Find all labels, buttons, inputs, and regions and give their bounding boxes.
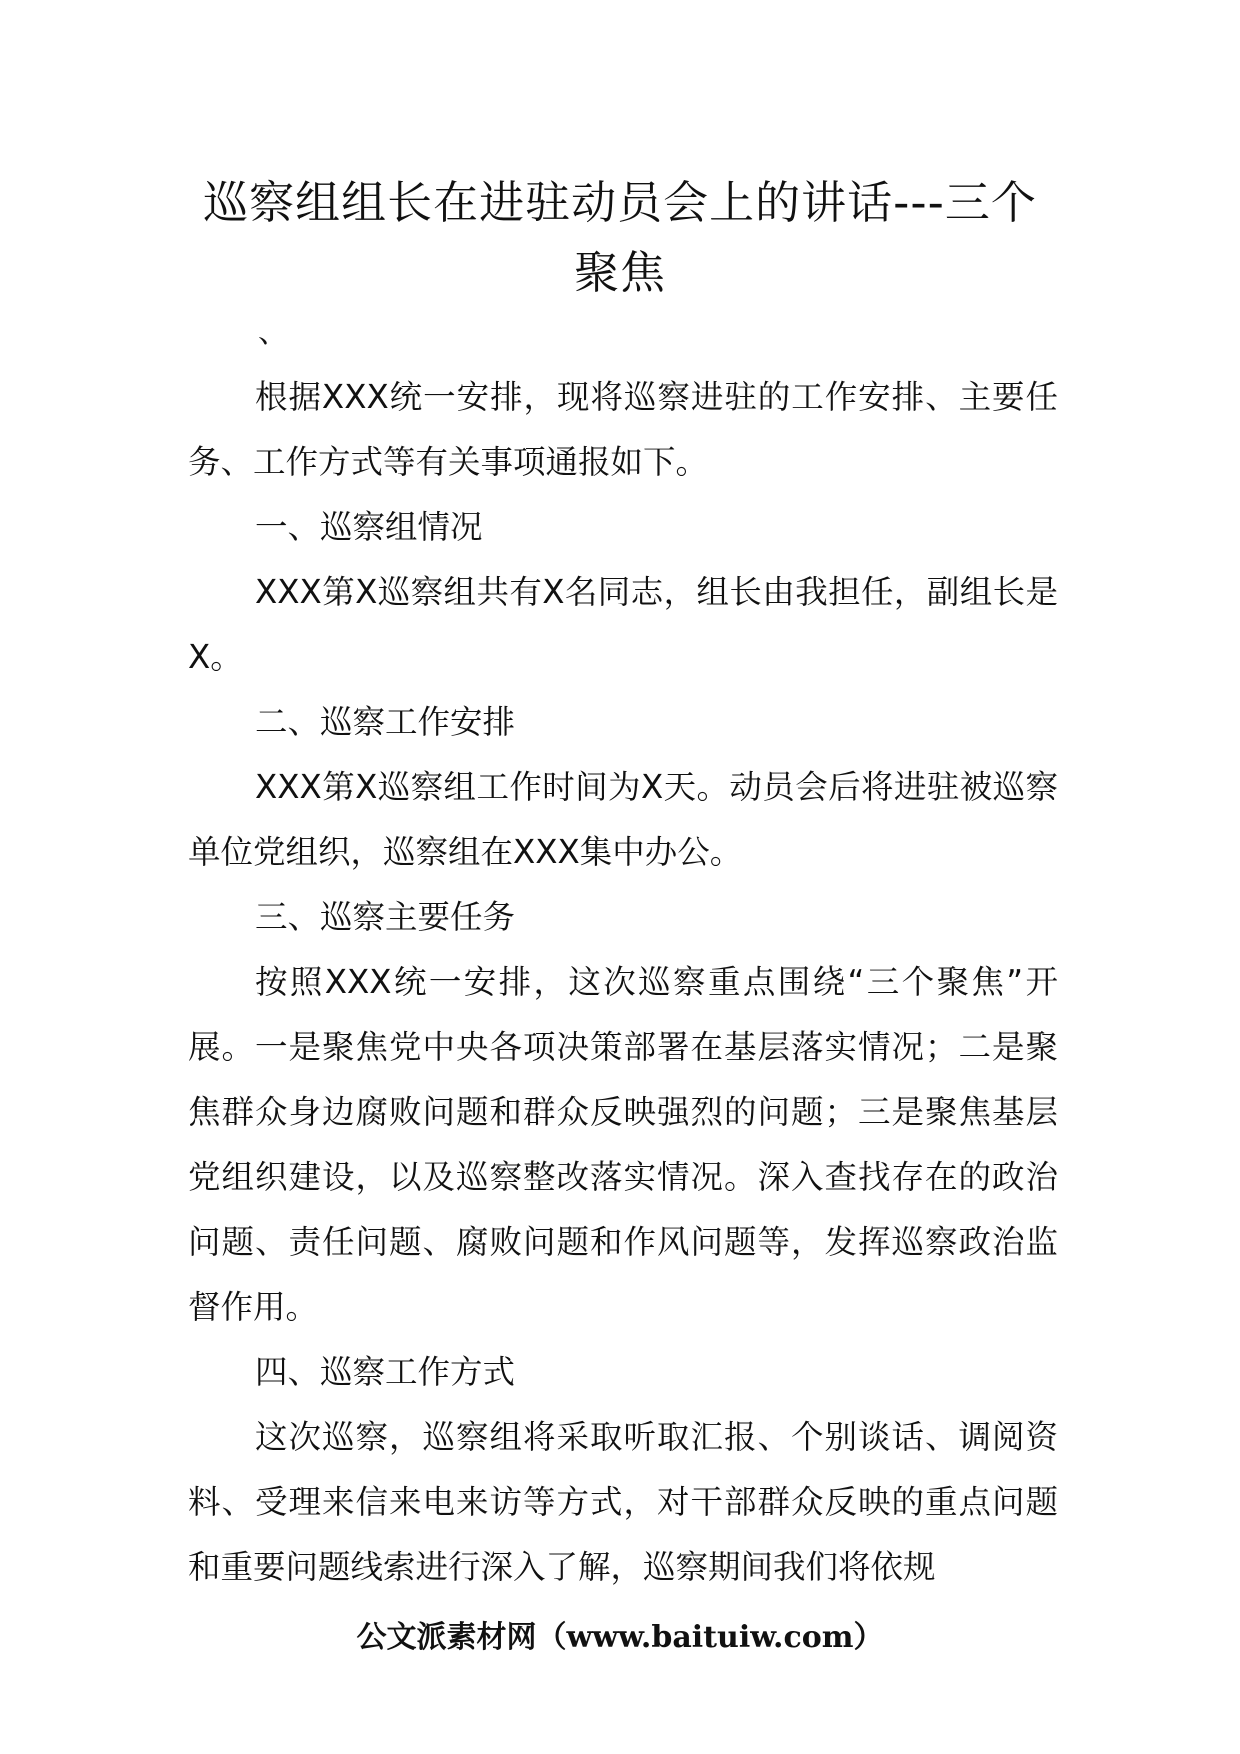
document-body xyxy=(188,365,1058,1600)
heading-section-2: 二、巡察工作安排 xyxy=(255,703,516,741)
stray-mark: 、 xyxy=(258,315,288,350)
paragraph-section-4: 这次巡察，巡察组将采取听取汇报、个别谈话、调阅资料、受理来信来电来访等方式，对干部群众反映的重点问题和重要问题线索进行深入了解，巡察期间我们将依规 xyxy=(188,1418,1058,1586)
paragraph-intro: 根据XXX统一安排，现将巡察进驻的工作安排、主要任务、工作方式等有关事项通报如下。 xyxy=(188,378,1058,481)
title-line-1: 巡察组组长在进驻动员会上的讲话---三个 xyxy=(203,176,1037,229)
heading-section-3: 三、巡察主要任务 xyxy=(255,898,516,936)
paragraph-section-2: XXX第X巡察组工作时间为X天。动员会后将进驻被巡察单位党组织，巡察组在XXX集中办公。 xyxy=(188,768,1058,871)
title-line-2: 聚焦 xyxy=(573,246,666,299)
paragraph-section-1: XXX第X巡察组共有X名同志，组长由我担任，副组长是X。 xyxy=(188,573,1058,676)
source-footer: 公文派素材网（www.baituiw.com） xyxy=(356,1620,884,1655)
heading-section-4: 四、巡察工作方式 xyxy=(255,1353,516,1391)
heading-section-1: 一、巡察组情况 xyxy=(255,508,483,546)
paragraph-section-3: 按照XXX统一安排，这次巡察重点围绕“三个聚焦”开展。一是聚焦党中央各项决策部署在基层落实情况；二是聚焦群众身边腐败问题和群众反映强烈的问题；三是聚焦基层党组织建设，以及巡察整改落实情况。深入查找存在的政治问题、责任问题、腐败问题和作风问题等，发挥巡察政治监督作用。 xyxy=(188,963,1058,1326)
document-title xyxy=(180,168,1060,308)
